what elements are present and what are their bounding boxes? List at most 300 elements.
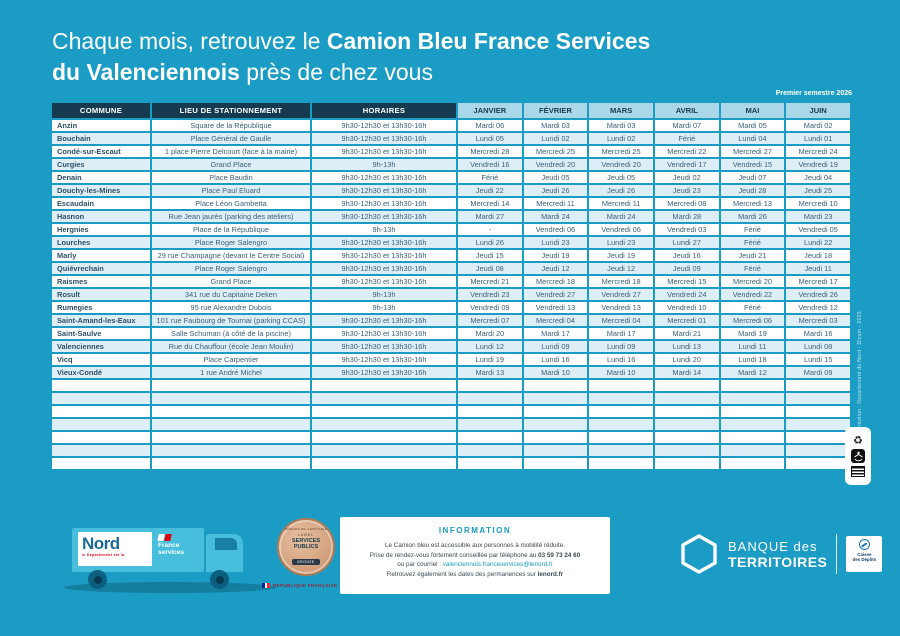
empty-cell xyxy=(312,445,456,456)
medal-name-text: SERVICES PUBLICS xyxy=(291,538,321,550)
date-cell: Jeudi 22 xyxy=(458,185,522,196)
date-cell: Jeudi 26 xyxy=(589,185,653,196)
caisse-globe-icon xyxy=(859,539,870,550)
info-phone-prefix: Prise de rendez-vous fortement conseillée par téléphone au xyxy=(369,551,539,559)
empty-cell xyxy=(589,406,653,417)
empty-cell xyxy=(655,458,719,469)
republique-francaise-mark xyxy=(262,583,337,588)
date-cell: Vendredi 20 xyxy=(524,159,588,170)
header-commune: COMMUNE xyxy=(52,103,150,118)
table-row xyxy=(52,354,850,365)
date-cell: Mercredi 13 xyxy=(721,198,785,209)
horaires-cell: 9h30-12h30 et 13h30-16h xyxy=(312,341,456,352)
page-title xyxy=(52,26,650,88)
table-header-row xyxy=(52,103,850,118)
france-services-logo xyxy=(158,534,200,556)
date-cell: Jeudi 26 xyxy=(524,185,588,196)
commune-cell: Vieux-Condé xyxy=(52,367,150,378)
date-cell: Lundi 13 xyxy=(655,341,719,352)
date-cell: Jeudi 28 xyxy=(721,185,785,196)
date-cell: Férié xyxy=(721,263,785,274)
empty-cell xyxy=(721,419,785,430)
logo-divider xyxy=(836,534,837,574)
date-cell: Jeudi 12 xyxy=(589,263,653,274)
horaires-cell: 9h-13h xyxy=(312,224,456,235)
recycling-badge xyxy=(845,427,871,485)
date-cell: Vendredi 09 xyxy=(458,302,522,313)
empty-cell xyxy=(52,393,150,404)
horaires-cell: 9h30-12h30 et 13h30-16h xyxy=(312,276,456,287)
credit-vertical-text: Création : Département du Nord - Dicom - 2025 xyxy=(857,311,863,430)
table-row-empty xyxy=(52,432,850,443)
empty-cell xyxy=(52,419,150,430)
date-cell: Lundi 19 xyxy=(458,354,522,365)
lieu-cell: 1 place Pierre Delcourt (face à la mairie) xyxy=(152,146,310,157)
date-cell: Mardi 26 xyxy=(721,211,785,222)
empty-cell xyxy=(655,445,719,456)
date-cell: - xyxy=(458,224,522,235)
empty-cell xyxy=(786,445,850,456)
info-line-accessibility: Le Camion bleu est accessible aux personnes à mobilité réduite. xyxy=(385,542,565,549)
empty-cell xyxy=(312,432,456,443)
nord-logo xyxy=(78,532,152,566)
empty-cell xyxy=(458,393,522,404)
date-cell: Jeudi 08 xyxy=(458,263,522,274)
empty-cell xyxy=(786,406,850,417)
date-cell: Mercredi 22 xyxy=(655,146,719,157)
date-cell: Lundi 16 xyxy=(524,354,588,365)
horaires-cell: 9h30-12h30 et 13h30-16h xyxy=(312,120,456,131)
date-cell: Lundi 15 xyxy=(786,354,850,365)
header-month-avril: AVRIL xyxy=(655,103,719,118)
table-row xyxy=(52,120,850,131)
information-title: INFORMATION xyxy=(438,526,512,535)
empty-cell xyxy=(312,458,456,469)
commune-cell: Rosult xyxy=(52,289,150,300)
date-cell: Mardi 24 xyxy=(589,211,653,222)
france-services-text xyxy=(158,543,200,556)
empty-cell xyxy=(589,458,653,469)
date-cell: Jeudi 02 xyxy=(655,172,719,183)
date-cell: Vendredi 27 xyxy=(589,289,653,300)
banque-line2: TERRITOIRES xyxy=(728,553,828,570)
table-row xyxy=(52,159,850,170)
date-cell: Mercredi 18 xyxy=(589,276,653,287)
lieu-cell: Place Carpentier xyxy=(152,354,310,365)
date-cell: Mardi 06 xyxy=(458,120,522,131)
header-lieu: LIEU DE STATIONNEMENT xyxy=(152,103,310,118)
date-cell: Jeudi 16 xyxy=(655,250,719,261)
date-cell: Mercredi 04 xyxy=(524,315,588,326)
table-row xyxy=(52,302,850,313)
title-regular-2: près de chez vous xyxy=(239,59,433,85)
date-cell: Mardi 02 xyxy=(786,120,850,131)
table-row xyxy=(52,198,850,209)
lieu-cell: 101 rue Faubourg de Tournai (parking CCAS) xyxy=(152,315,310,326)
caisse-line1: Caisse xyxy=(857,552,872,557)
date-cell: Lundi 11 xyxy=(721,341,785,352)
date-cell: Vendredi 24 xyxy=(655,289,719,300)
empty-cell xyxy=(655,432,719,443)
horaires-cell: 9h30-12h30 et 13h30-16h xyxy=(312,198,456,209)
empty-cell xyxy=(152,445,310,456)
empty-cell xyxy=(458,380,522,391)
date-cell: Mardi 27 xyxy=(458,211,522,222)
date-cell: Mercredi 07 xyxy=(458,315,522,326)
date-cell: Mercredi 25 xyxy=(524,146,588,157)
date-cell: Mardi 09 xyxy=(786,367,850,378)
date-cell: Férié xyxy=(721,224,785,235)
date-cell: Jeudi 04 xyxy=(786,172,850,183)
date-cell: Vendredi 16 xyxy=(458,159,522,170)
empty-cell xyxy=(312,380,456,391)
header-horaires: HORAIRES xyxy=(312,103,456,118)
date-cell: Mardi 24 xyxy=(524,211,588,222)
date-cell: Mercredi 11 xyxy=(589,198,653,209)
empty-cell xyxy=(589,432,653,443)
caisse-line2: des Dépôts xyxy=(852,557,877,562)
header-month-mars: MARS xyxy=(589,103,653,118)
empty-cell xyxy=(458,419,522,430)
france-services-line1: France xyxy=(158,542,180,549)
empty-cell xyxy=(152,458,310,469)
table-row xyxy=(52,289,850,300)
empty-cell xyxy=(152,432,310,443)
header-month-juin: JUIN xyxy=(786,103,850,118)
caisse-des-depots-logo xyxy=(846,536,882,572)
schedule-table-body xyxy=(52,120,850,469)
lieu-cell: Place Roger Salengro xyxy=(152,237,310,248)
lieu-cell: Grand Place xyxy=(152,276,310,287)
empty-cell xyxy=(589,419,653,430)
empty-cell xyxy=(52,380,150,391)
commune-cell: Rumegies xyxy=(52,302,150,313)
commune-cell: Condé-sur-Escaut xyxy=(52,146,150,157)
date-cell: Jeudi 05 xyxy=(589,172,653,183)
date-cell: Mercredi 21 xyxy=(458,276,522,287)
date-cell: Mardi 28 xyxy=(655,211,719,222)
table-row xyxy=(52,263,850,274)
date-cell: Mardi 10 xyxy=(589,367,653,378)
table-row xyxy=(52,250,850,261)
date-cell: Vendredi 15 xyxy=(721,159,785,170)
empty-cell xyxy=(312,406,456,417)
date-cell: Mercredi 08 xyxy=(655,198,719,209)
lieu-cell: Square de la République xyxy=(152,120,310,131)
table-row xyxy=(52,146,850,157)
commune-cell: Marly xyxy=(52,250,150,261)
date-cell: Lundi 05 xyxy=(458,133,522,144)
page-title-line2 xyxy=(52,57,650,88)
title-bold-1: Camion Bleu France Services xyxy=(326,28,651,54)
date-cell: Mardi 21 xyxy=(655,328,719,339)
table-row xyxy=(52,367,850,378)
date-cell: Vendredi 27 xyxy=(524,289,588,300)
date-cell: Jeudi 12 xyxy=(524,263,588,274)
hexagon-icon xyxy=(680,533,718,575)
horaires-cell: 9h-13h xyxy=(312,159,456,170)
lieu-cell: Place de la République xyxy=(152,224,310,235)
date-cell: Lundi 09 xyxy=(589,341,653,352)
lieu-cell: 1 rue André Michel xyxy=(152,367,310,378)
empty-cell xyxy=(458,445,522,456)
empty-cell xyxy=(786,419,850,430)
lieu-cell: Grand Place xyxy=(152,159,310,170)
date-cell: Lundi 12 xyxy=(458,341,522,352)
date-cell: Mardi 13 xyxy=(458,367,522,378)
table-row-empty xyxy=(52,393,850,404)
commune-cell: Quiévrechain xyxy=(52,263,150,274)
date-cell: Mercredi 14 xyxy=(458,198,522,209)
date-cell: Mardi 16 xyxy=(786,328,850,339)
table-row-empty xyxy=(52,380,850,391)
date-cell: Férié xyxy=(655,133,719,144)
date-cell: Mercredi 01 xyxy=(655,315,719,326)
horaires-cell: 9h30-12h30 et 13h30-16h xyxy=(312,237,456,248)
empty-cell xyxy=(152,380,310,391)
date-cell: Mercredi 15 xyxy=(655,276,719,287)
semester-label: Premier semestre 2026 xyxy=(775,90,852,97)
date-cell: Mardi 14 xyxy=(655,367,719,378)
commune-cell: Saint-Amand-les-Eaux xyxy=(52,315,150,326)
horaires-cell: 9h30-12h30 et 13h30-16h xyxy=(312,263,456,274)
empty-cell xyxy=(152,406,310,417)
empty-cell xyxy=(721,380,785,391)
title-bold-2: du Valenciennois xyxy=(52,59,240,85)
date-cell: Jeudi 09 xyxy=(655,263,719,274)
empty-cell xyxy=(524,380,588,391)
commune-cell: Anzin xyxy=(52,120,150,131)
table-row-empty xyxy=(52,445,850,456)
nord-logo-tagline: le Département est là xyxy=(82,553,125,557)
date-cell: Mercredi 03 xyxy=(786,315,850,326)
table-row xyxy=(52,224,850,235)
commune-cell: Bouchain xyxy=(52,133,150,144)
date-cell: Jeudi 21 xyxy=(721,250,785,261)
medal-banner: BRONZE xyxy=(292,559,319,565)
date-cell: Vendredi 26 xyxy=(786,289,850,300)
commune-cell: Lourches xyxy=(52,237,150,248)
date-cell: Mercredi 20 xyxy=(721,276,785,287)
date-cell: Mercredi 24 xyxy=(786,146,850,157)
date-cell: Mardi 07 xyxy=(655,120,719,131)
horaires-cell: 9h30-12h30 et 13h30-16h xyxy=(312,328,456,339)
empty-cell xyxy=(655,406,719,417)
horaires-cell: 9h30-12h30 et 13h30-16h xyxy=(312,354,456,365)
france-services-line2: services xyxy=(158,548,185,556)
date-cell: Vendredi 19 xyxy=(786,159,850,170)
france-services-flag-icon xyxy=(158,534,170,541)
empty-cell xyxy=(524,419,588,430)
email-address: valenciennois.franceservices@lenord.fr xyxy=(442,561,553,568)
date-cell: Mardi 17 xyxy=(589,328,653,339)
empty-cell xyxy=(786,393,850,404)
info-line-website xyxy=(340,570,610,580)
date-cell: Jeudi 05 xyxy=(524,172,588,183)
lieu-cell: 341 rue du Capitaine Deken xyxy=(152,289,310,300)
lieu-cell: Place Roger Salengro xyxy=(152,263,310,274)
horaires-cell: 9h30-12h30 et 13h30-16h xyxy=(312,211,456,222)
commune-cell: Vicq xyxy=(52,354,150,365)
empty-cell xyxy=(152,393,310,404)
date-cell: Mercredi 28 xyxy=(458,146,522,157)
empty-cell xyxy=(721,393,785,404)
date-cell: Mercredi 27 xyxy=(721,146,785,157)
republique-francaise-text: RÉPUBLIQUE FRANÇAISE xyxy=(273,583,338,588)
info-tri-icon xyxy=(851,466,865,477)
date-cell: Mardi 19 xyxy=(721,328,785,339)
date-cell: Lundi 08 xyxy=(786,341,850,352)
date-cell: Lundi 23 xyxy=(524,237,588,248)
empty-cell xyxy=(524,406,588,417)
table-row xyxy=(52,328,850,339)
lieu-cell: 29 rue Champagne (devant le Centre Social) xyxy=(152,250,310,261)
table-row xyxy=(52,315,850,326)
date-cell: Vendredi 05 xyxy=(786,224,850,235)
lieu-cell: Place Paul Eluard xyxy=(152,185,310,196)
date-cell: Jeudi 07 xyxy=(721,172,785,183)
date-cell: Férié xyxy=(721,237,785,248)
table-row-empty xyxy=(52,419,850,430)
table-row xyxy=(52,172,850,183)
date-cell: Vendredi 13 xyxy=(589,302,653,313)
date-cell: Vendredi 23 xyxy=(458,289,522,300)
date-cell: Mardi 20 xyxy=(458,328,522,339)
empty-cell xyxy=(458,432,522,443)
date-cell: Lundi 02 xyxy=(524,133,588,144)
date-cell: Vendredi 10 xyxy=(655,302,719,313)
header-month-fevrier: FÉVRIER xyxy=(524,103,588,118)
date-cell: Mardi 17 xyxy=(524,328,588,339)
date-cell: Mardi 10 xyxy=(524,367,588,378)
date-cell: Vendredi 17 xyxy=(655,159,719,170)
information-box xyxy=(340,517,610,594)
date-cell: Vendredi 20 xyxy=(589,159,653,170)
empty-cell xyxy=(524,458,588,469)
empty-cell xyxy=(312,419,456,430)
schedule-table xyxy=(50,101,852,471)
empty-cell xyxy=(52,432,150,443)
info-site-prefix: Retrouvez également les dates des permanences sur xyxy=(386,570,538,578)
table-row xyxy=(52,276,850,287)
date-cell: Lundi 02 xyxy=(589,133,653,144)
date-cell: Mercredi 11 xyxy=(524,198,588,209)
horaires-cell: 9h-13h xyxy=(312,302,456,313)
triman-icon xyxy=(851,449,865,463)
truck-trailer xyxy=(72,528,204,572)
horaires-cell: 9h30-12h30 et 13h30-16h xyxy=(312,367,456,378)
date-cell: Vendredi 22 xyxy=(721,289,785,300)
website-text: lenord.fr xyxy=(537,570,564,578)
horaires-cell: 9h30-12h30 et 13h30-16h xyxy=(312,133,456,144)
empty-cell xyxy=(655,393,719,404)
date-cell: Mercredi 17 xyxy=(786,276,850,287)
empty-cell xyxy=(786,380,850,391)
empty-cell xyxy=(589,380,653,391)
phone-number: 03 59 73 24 60 xyxy=(538,551,581,559)
date-cell: Lundi 16 xyxy=(589,354,653,365)
header-month-mai: MAI xyxy=(721,103,785,118)
table-row xyxy=(52,185,850,196)
lieu-cell: Place Léon Gambetta xyxy=(152,198,310,209)
commune-cell: Escaudain xyxy=(52,198,150,209)
date-cell: Mercredi 25 xyxy=(589,146,653,157)
date-cell: Lundi 26 xyxy=(458,237,522,248)
date-cell: Mercredi 04 xyxy=(589,315,653,326)
table-row-empty xyxy=(52,458,850,469)
date-cell: Lundi 01 xyxy=(786,133,850,144)
info-line-email xyxy=(340,560,610,570)
empty-cell xyxy=(458,458,522,469)
medal-label-text: LABEL xyxy=(297,533,315,537)
title-regular-1: Chaque mois, retrouvez le xyxy=(52,28,327,54)
date-cell: Lundi 04 xyxy=(721,133,785,144)
empty-cell xyxy=(655,380,719,391)
date-cell: Jeudi 19 xyxy=(589,250,653,261)
empty-cell xyxy=(312,393,456,404)
empty-cell xyxy=(524,393,588,404)
truck-wheel-front xyxy=(210,570,229,589)
date-cell: Vendredi 06 xyxy=(524,224,588,235)
commune-cell: Valenciennes xyxy=(52,341,150,352)
empty-cell xyxy=(52,458,150,469)
date-cell: Lundi 09 xyxy=(524,341,588,352)
date-cell: Mercredi 18 xyxy=(524,276,588,287)
date-cell: Mardi 12 xyxy=(721,367,785,378)
lieu-cell: Rue du Chauffour (école Jean Moulin) xyxy=(152,341,310,352)
horaires-cell: 9h30-12h30 et 13h30-16h xyxy=(312,146,456,157)
commune-cell: Raismes xyxy=(52,276,150,287)
empty-cell xyxy=(152,419,310,430)
date-cell: Mardi 03 xyxy=(524,120,588,131)
date-cell: Mardi 23 xyxy=(786,211,850,222)
empty-cell xyxy=(524,445,588,456)
truck-cab xyxy=(206,534,243,572)
date-cell: Mardi 03 xyxy=(589,120,653,131)
lieu-cell: 95 rue Alexandre Dubois xyxy=(152,302,310,313)
truck-wheel-rear xyxy=(88,570,107,589)
table-row xyxy=(52,341,850,352)
date-cell: Lundi 18 xyxy=(721,354,785,365)
empty-cell xyxy=(786,432,850,443)
banque-des-territoires-logo xyxy=(680,533,882,575)
table-row xyxy=(52,237,850,248)
truck-window xyxy=(215,538,237,550)
date-cell: Lundi 22 xyxy=(786,237,850,248)
header-month-janvier: JANVIER xyxy=(458,103,522,118)
date-cell: Jeudi 19 xyxy=(524,250,588,261)
empty-cell xyxy=(52,406,150,417)
recycle-icon: ♻ xyxy=(853,434,863,447)
date-cell: Lundi 27 xyxy=(655,237,719,248)
commune-cell: Hergnies xyxy=(52,224,150,235)
horaires-cell: 9h30-12h30 et 13h30-16h xyxy=(312,250,456,261)
commune-cell: Hasnon xyxy=(52,211,150,222)
horaires-cell: 9h-13h xyxy=(312,289,456,300)
table-row xyxy=(52,133,850,144)
banque-des-territoires-text xyxy=(728,539,827,570)
page-title-line1 xyxy=(52,26,650,57)
date-cell: Vendredi 03 xyxy=(655,224,719,235)
date-cell: Vendredi 06 xyxy=(589,224,653,235)
date-cell: Férié xyxy=(458,172,522,183)
nord-logo-text: Nord xyxy=(82,534,120,553)
commune-cell: Curgies xyxy=(52,159,150,170)
schedule-table-container xyxy=(50,101,852,471)
services-publics-label-medal xyxy=(277,518,335,576)
date-cell: Mercredi 10 xyxy=(786,198,850,209)
empty-cell xyxy=(721,458,785,469)
